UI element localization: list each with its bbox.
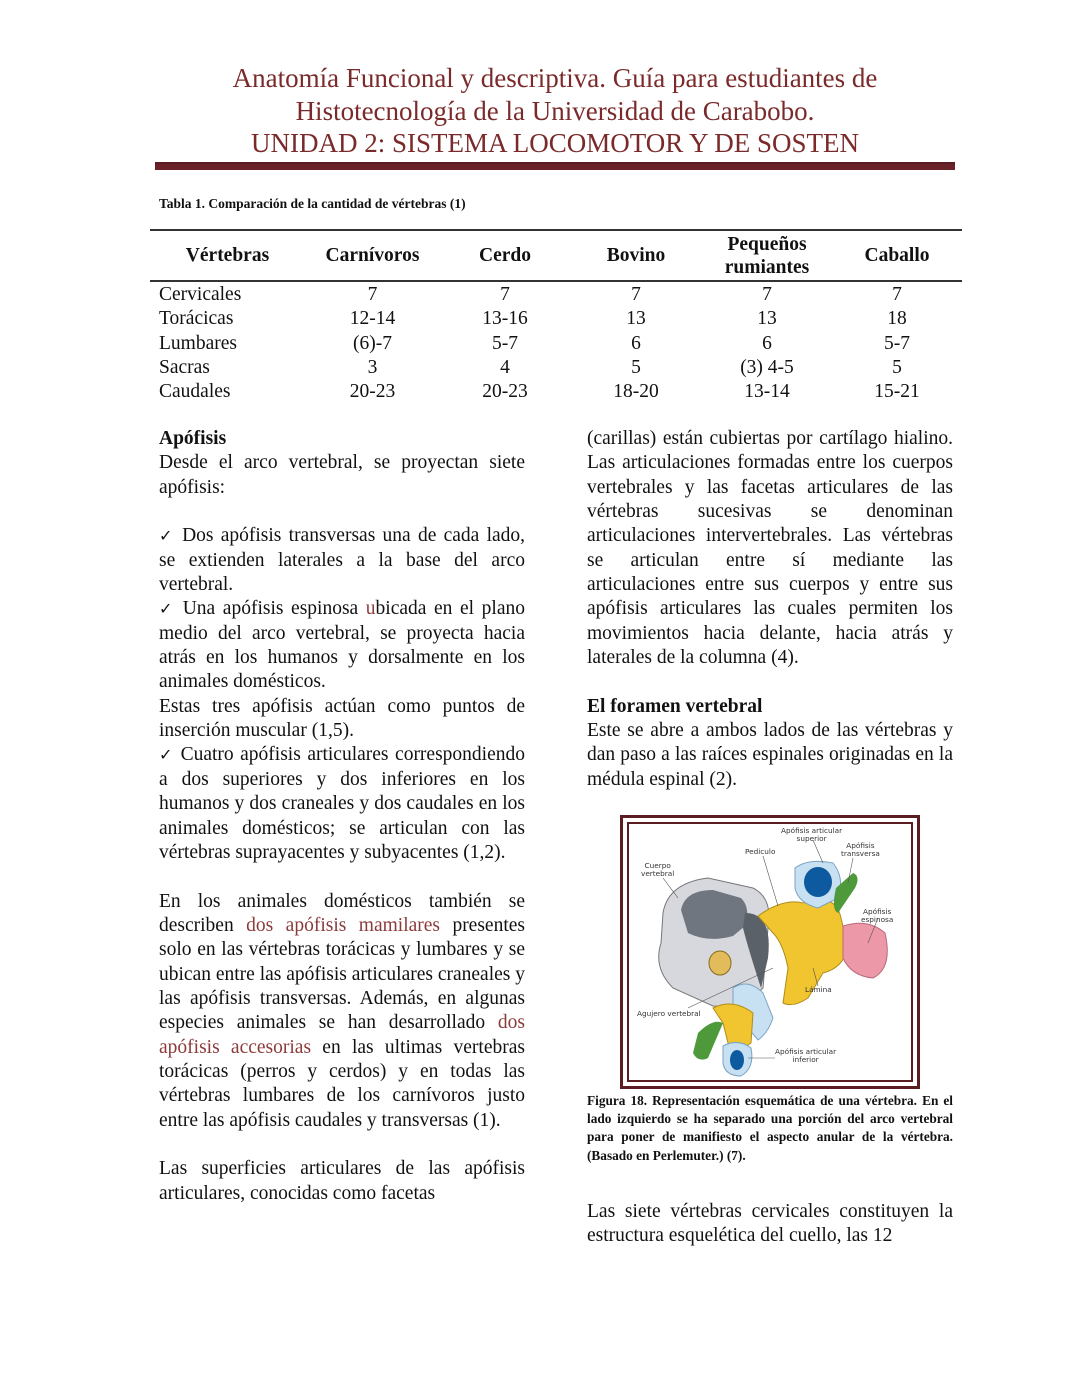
label-text: Apófisis — [846, 841, 875, 850]
table-cell: 13 — [757, 308, 777, 330]
apofisis-item-transversas — [159, 524, 525, 597]
paragraph-carillas: (carillas) están cubiertas por cartílago hialino. Las articulaciones formadas entre los cuerpos vertebrales y las facetas articulares de las vértebras sucesivas se denominan articulaciones intervertebrales. Las vértebras se articulan entre sí mediante las articulaciones entre sus cuerpos y entre sus apófisis articulares las cuales permiten los movimientos hacia delante, hacia atrás y laterales de la columna (4). — [587, 428, 953, 669]
col-header-bovino: Bovino — [570, 230, 702, 281]
label-text: superior — [796, 834, 827, 843]
check-icon: ✓ — [159, 745, 175, 765]
table-row — [150, 331, 962, 355]
table-cell: 5-7 — [884, 332, 910, 354]
label-agujero-vertebral: Agujero vertebral — [637, 1009, 701, 1018]
section-heading-apofisis: Apófisis — [159, 428, 227, 449]
table-row — [150, 380, 962, 404]
table-cell: 18-20 — [613, 381, 659, 403]
paragraph-superficies: Las superficies articulares de las apófisis articulares, conocidas como facetas — [159, 1158, 525, 1204]
label-text: espinosa — [861, 915, 894, 924]
header-line-2: Histotecnología de la Universidad de Carabobo. — [295, 95, 815, 126]
label-apofisis-articular-inferior — [775, 1048, 836, 1064]
header-line-1: Anatomía Funcional y descriptiva. Guía para estudiantes de — [232, 63, 878, 93]
table-row — [150, 356, 962, 380]
label-text: vertebral — [641, 869, 675, 878]
item-text: bicada en el plano medio del arco vertebral, se proyecta hacia atrás en los humanos y dorsalmente en los animales domésticos. — [159, 598, 525, 693]
table-cell: 15-21 — [874, 381, 920, 403]
text: en las ultimas vertebras torácicas (perros y cerdos) y en todas las vértebras lumbares de los carnívoros justo entre las apófisis caudales y transversas (1). — [159, 1036, 525, 1131]
vertebra-figure — [620, 815, 920, 1089]
table-cell: 7 — [631, 283, 641, 305]
row-label: Cervicales — [159, 283, 242, 305]
row-label: Torácicas — [159, 308, 234, 330]
left-column — [159, 427, 525, 1206]
apofisis-intro: Desde el arco vertebral, se proyectan siete apófisis: — [159, 452, 525, 498]
table-cell: 5 — [631, 356, 641, 378]
table-cell: 13 — [626, 308, 646, 330]
vertebrae-table — [150, 229, 962, 405]
table-cell: 20-23 — [349, 381, 396, 403]
table-header-row — [150, 230, 962, 281]
highlight-mamilares: dos apófisis mamilares — [246, 914, 440, 936]
label-text: inferior — [792, 1055, 819, 1064]
table-caption: Tabla 1. Comparación de la cantidad de vértebras (1) — [159, 196, 466, 211]
table-cell: 13-16 — [482, 308, 528, 330]
item-text: Dos apófisis transversas una de cada lado, se extienden laterales a la base del arco vertebral. — [159, 525, 526, 596]
label-cuerpo-vertebral — [641, 862, 674, 878]
table-cell: 7 — [367, 283, 378, 305]
item-text: Cuatro apófisis articulares correspondiendo a dos superiores y dos inferiores en los humanos y dos craneales y dos caudales en los animales domésticos; se articulan con las vértebras suprayacentes y subyacentes (1,2). — [159, 744, 525, 863]
paragraph-cervicales: Las siete vértebras cervicales constituyen la estructura esquelética del cuello, las 12 — [587, 1201, 953, 1247]
right-column — [587, 427, 953, 792]
text: presentes solo en las vértebras torácicas y lumbares y se ubican entre las apófisis articulares craneales y las apófisis transversas. Además, en algunas especies animales se han desarrollado — [159, 914, 525, 1034]
item-text-highlight: u — [365, 598, 376, 620]
text: En los animales domésticos también se describen — [159, 890, 525, 936]
item-text: Una apófisis espinosa — [182, 598, 366, 620]
col-header-caballo: Caballo — [832, 230, 962, 281]
table-cell: 5-7 — [492, 332, 518, 354]
label-text: transversa — [841, 849, 880, 858]
header-pequenos-line2: rumiantes — [724, 256, 810, 278]
paragraph-foramen: Este se abre a ambos lados de las vértebras y dan paso a las raíces espinales originadas en la médula espinal (2). — [587, 720, 953, 790]
table-cell: 7 — [500, 283, 510, 305]
check-icon: ✓ — [159, 526, 175, 546]
section-heading-foramen: El foramen vertebral — [587, 695, 763, 717]
table-cell: 3 — [367, 356, 378, 378]
table-cell: (6)-7 — [353, 332, 392, 354]
apofisis-item-articulares — [159, 743, 525, 865]
highlight-accesorias: dos apófisis accesorias — [159, 1012, 525, 1058]
table-cell: 6 — [762, 332, 772, 354]
vertebra-illustration — [623, 818, 917, 1086]
document-header — [155, 62, 955, 160]
table-cell: 4 — [500, 356, 510, 378]
label-lamina: Lámina — [805, 985, 832, 994]
table-row — [150, 281, 962, 307]
col-header-cerdo: Cerdo — [440, 230, 570, 281]
row-label: Caudales — [159, 381, 231, 403]
table-cell: 7 — [762, 283, 772, 305]
label-pediculo: Pediculo — [745, 847, 776, 856]
table-cell: 18 — [887, 308, 907, 330]
label-text: Apófisis articular — [775, 1047, 837, 1056]
row-label: Lumbares — [159, 332, 237, 354]
col-header-vertebras: Vértebras — [150, 230, 305, 281]
label-text: Cuerpo — [644, 861, 671, 870]
table-cell: 13-14 — [744, 381, 790, 403]
label-apofisis-transversa — [841, 842, 880, 858]
figure-caption: Figura 18. Representación esquemática de una vértebra. En el lado izquierdo se ha separado una porción del arco vertebral para poner de manifiesto el aspecto anular de la vértebra. (Basado en Perlemuter.) (7). — [587, 1093, 953, 1163]
col-header-pequenos-rumiantes — [702, 230, 832, 281]
row-label: Sacras — [159, 356, 210, 378]
table-cell: (3) 4-5 — [740, 356, 794, 378]
col-header-carnivoros: Carnívoros — [305, 230, 440, 281]
paragraph-mamilares — [159, 890, 525, 1133]
header-pequenos-line1: Pequeños — [727, 233, 807, 255]
label-apofisis-articular-superior — [781, 827, 842, 843]
apofisis-note: Estas tres apófisis actúan como puntos de inserción muscular (1,5). — [159, 695, 525, 742]
table-cell: 20-23 — [482, 381, 528, 403]
header-divider-thick — [155, 164, 955, 170]
table-cell: 6 — [631, 332, 641, 354]
label-apofisis-espinosa — [861, 908, 893, 924]
check-icon: ✓ — [159, 599, 176, 619]
table-cell: 12-14 — [349, 308, 396, 330]
apofisis-item-espinosa — [159, 597, 525, 694]
label-text: Apófisis articular — [781, 826, 843, 835]
label-text: Apófisis — [862, 907, 892, 916]
header-line-3: UNIDAD 2: SISTEMA LOCOMOTOR Y DE SOSTEN — [250, 128, 860, 158]
table-cell: 5 — [892, 356, 902, 378]
table-cell: 7 — [892, 283, 902, 305]
table-row — [150, 307, 962, 331]
